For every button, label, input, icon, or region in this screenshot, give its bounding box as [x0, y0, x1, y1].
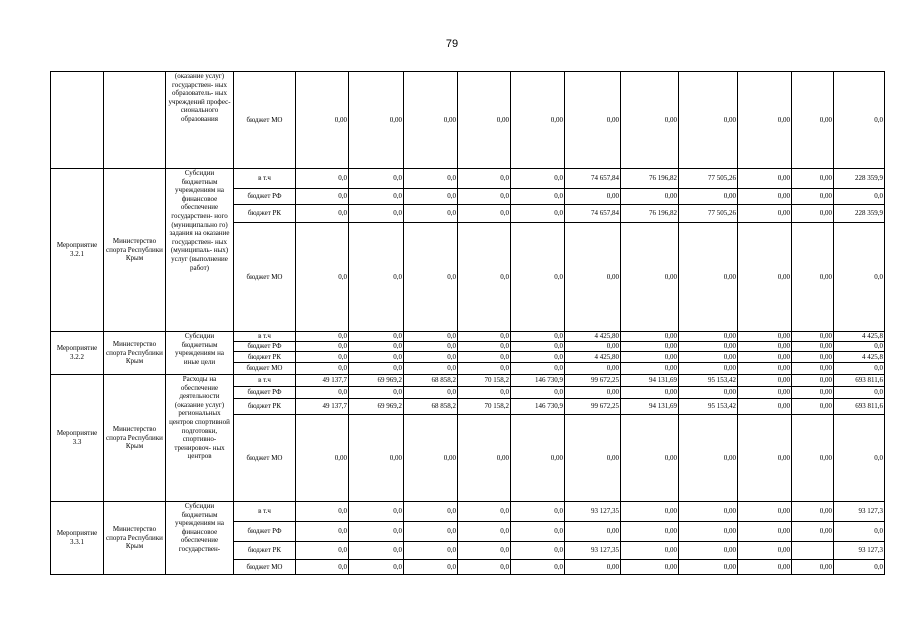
value-cell: 70 158,2: [458, 399, 511, 415]
table-row: [51, 72, 885, 169]
value-cell: [792, 542, 834, 560]
value-cell: 0,00: [792, 415, 834, 502]
value-cell: 0,00: [738, 72, 792, 169]
value-cell: 95 153,42: [679, 375, 738, 387]
value-cell: 77 505,26: [679, 169, 738, 189]
value-cell: 94 131,69: [621, 399, 679, 415]
value-cell: 0,00: [792, 332, 834, 342]
executor-cell: Министерство спорта Республики Крым: [104, 502, 166, 575]
value-cell: 0,0: [349, 223, 404, 332]
value-cell: 0,0: [349, 332, 404, 342]
value-cell: 0,00: [792, 205, 834, 223]
funding-source-cell: бюджет МО: [234, 415, 296, 502]
total-value-cell: 0,0: [834, 342, 885, 352]
total-value-cell: 93 127,3: [834, 542, 885, 560]
value-cell: 0,00: [679, 560, 738, 575]
value-cell: 0,00: [792, 342, 834, 352]
value-cell: 0,0: [349, 560, 404, 575]
value-cell: 0,00: [621, 72, 679, 169]
value-cell: 77 505,26: [679, 205, 738, 223]
value-cell: 0,00: [565, 223, 621, 332]
value-cell: 0,0: [296, 205, 349, 223]
funding-source-cell: бюджет МО: [234, 72, 296, 169]
total-value-cell: 228 359,9: [834, 205, 885, 223]
value-cell: 0,00: [349, 72, 404, 169]
description-cell: Субсидии бюджетным учреждениям на финансовое обеспечение государствен-: [166, 502, 234, 575]
funding-source-cell: бюджет РФ: [234, 342, 296, 352]
value-cell: 0,00: [738, 415, 792, 502]
total-value-cell: 0,0: [834, 363, 885, 375]
value-cell: 0,0: [296, 502, 349, 522]
executor-cell: Министерство спорта Республики Крым: [104, 332, 166, 375]
value-cell: 0,0: [511, 502, 565, 522]
event-cell: Мероприятие 3.2.1: [51, 169, 104, 332]
value-cell: 0,0: [296, 223, 349, 332]
value-cell: 0,0: [296, 352, 349, 363]
value-cell: 0,0: [458, 522, 511, 542]
value-cell: 0,00: [404, 72, 458, 169]
value-cell: 0,00: [792, 375, 834, 387]
value-cell: 93 127,35: [565, 502, 621, 522]
value-cell: 49 137,7: [296, 375, 349, 387]
value-cell: 0,00: [621, 387, 679, 399]
total-value-cell: 0,0: [834, 189, 885, 205]
value-cell: 0,0: [404, 387, 458, 399]
budget-table: [50, 71, 885, 575]
table-row: [51, 169, 885, 189]
value-cell: 0,00: [565, 72, 621, 169]
value-cell: 0,0: [511, 522, 565, 542]
event-cell: Мероприятие 3.3.1: [51, 502, 104, 575]
value-cell: 0,0: [349, 342, 404, 352]
total-value-cell: 693 811,6: [834, 375, 885, 387]
value-cell: 0,0: [296, 169, 349, 189]
description-cell: Субсидии бюджетным учреждениям на финансовое обеспечение государствен- ного (муниципально го) задания на оказание государствен- ных (муниципаль- ных) услуг (выполнение работ): [166, 169, 234, 332]
value-cell: 0,00: [679, 189, 738, 205]
funding-source-cell: в т.ч: [234, 169, 296, 189]
value-cell: 0,00: [621, 342, 679, 352]
value-cell: 0,00: [621, 542, 679, 560]
value-cell: 0,0: [349, 542, 404, 560]
funding-source-cell: бюджет РФ: [234, 522, 296, 542]
value-cell: 0,00: [792, 72, 834, 169]
value-cell: 0,0: [458, 363, 511, 375]
description-cell: Субсидии бюджетным учреждениям на иные цели: [166, 332, 234, 375]
table-row: [51, 332, 885, 342]
value-cell: 4 425,80: [565, 332, 621, 342]
total-value-cell: 0,0: [834, 522, 885, 542]
total-value-cell: 228 359,9: [834, 169, 885, 189]
value-cell: 69 969,2: [349, 399, 404, 415]
value-cell: 99 672,25: [565, 399, 621, 415]
value-cell: 0,00: [792, 189, 834, 205]
value-cell: 0,00: [511, 72, 565, 169]
value-cell: 0,0: [511, 352, 565, 363]
value-cell: 0,0: [349, 169, 404, 189]
funding-source-cell: бюджет РФ: [234, 387, 296, 399]
value-cell: 0,00: [792, 223, 834, 332]
value-cell: 0,0: [349, 205, 404, 223]
value-cell: 95 153,42: [679, 399, 738, 415]
value-cell: 0,00: [296, 72, 349, 169]
value-cell: 68 858,2: [404, 399, 458, 415]
total-value-cell: 0,0: [834, 72, 885, 169]
funding-source-cell: бюджет МО: [234, 223, 296, 332]
value-cell: 0,0: [404, 223, 458, 332]
value-cell: 0,00: [565, 560, 621, 575]
value-cell: 0,00: [738, 205, 792, 223]
value-cell: 68 858,2: [404, 375, 458, 387]
value-cell: 76 196,82: [621, 169, 679, 189]
funding-source-cell: в т.ч: [234, 375, 296, 387]
value-cell: 0,0: [349, 189, 404, 205]
funding-source-cell: бюджет РК: [234, 542, 296, 560]
table-body: [51, 72, 885, 575]
value-cell: 0,0: [404, 169, 458, 189]
value-cell: 0,00: [792, 387, 834, 399]
value-cell: 0,0: [511, 560, 565, 575]
value-cell: 0,00: [404, 415, 458, 502]
value-cell: 0,0: [511, 223, 565, 332]
value-cell: 0,00: [621, 522, 679, 542]
value-cell: 0,00: [621, 223, 679, 332]
value-cell: 0,0: [404, 342, 458, 352]
value-cell: 74 657,84: [565, 169, 621, 189]
value-cell: 0,0: [296, 189, 349, 205]
value-cell: 0,00: [738, 342, 792, 352]
value-cell: 0,0: [296, 560, 349, 575]
value-cell: 0,0: [404, 205, 458, 223]
table-row: [51, 375, 885, 387]
value-cell: 0,00: [792, 522, 834, 542]
value-cell: 0,00: [738, 375, 792, 387]
value-cell: 0,0: [296, 522, 349, 542]
value-cell: 0,0: [296, 342, 349, 352]
value-cell: 0,0: [511, 342, 565, 352]
funding-source-cell: бюджет МО: [234, 363, 296, 375]
value-cell: 0,0: [458, 387, 511, 399]
value-cell: 0,0: [458, 502, 511, 522]
value-cell: 0,00: [738, 352, 792, 363]
value-cell: 0,0: [349, 522, 404, 542]
value-cell: 93 127,35: [565, 542, 621, 560]
value-cell: 0,00: [738, 560, 792, 575]
event-cell: Мероприятие 3.3: [51, 375, 104, 502]
value-cell: 0,0: [404, 542, 458, 560]
value-cell: 0,00: [679, 332, 738, 342]
value-cell: 69 969,2: [349, 375, 404, 387]
value-cell: 0,00: [738, 363, 792, 375]
value-cell: 0,00: [565, 522, 621, 542]
total-value-cell: 4 425,8: [834, 352, 885, 363]
value-cell: 0,0: [404, 522, 458, 542]
value-cell: 0,00: [511, 415, 565, 502]
value-cell: 0,00: [621, 352, 679, 363]
value-cell: 76 196,82: [621, 205, 679, 223]
value-cell: 0,00: [738, 399, 792, 415]
funding-source-cell: бюджет МО: [234, 560, 296, 575]
value-cell: 0,00: [349, 415, 404, 502]
value-cell: 0,0: [458, 189, 511, 205]
executor-cell: [104, 72, 166, 169]
value-cell: 0,00: [679, 542, 738, 560]
value-cell: 0,00: [738, 223, 792, 332]
value-cell: 0,00: [621, 560, 679, 575]
value-cell: 0,0: [511, 169, 565, 189]
value-cell: 0,0: [511, 387, 565, 399]
value-cell: 0,00: [621, 189, 679, 205]
value-cell: 0,00: [679, 502, 738, 522]
value-cell: 94 131,69: [621, 375, 679, 387]
event-cell: Мероприятие 3.2.2: [51, 332, 104, 375]
value-cell: 0,0: [458, 223, 511, 332]
value-cell: 0,00: [565, 342, 621, 352]
value-cell: 0,0: [458, 205, 511, 223]
value-cell: 0,00: [679, 363, 738, 375]
value-cell: 0,00: [679, 72, 738, 169]
value-cell: 0,00: [792, 363, 834, 375]
funding-source-cell: в т.ч: [234, 332, 296, 342]
value-cell: 0,0: [349, 352, 404, 363]
value-cell: 0,0: [458, 342, 511, 352]
value-cell: 0,00: [679, 352, 738, 363]
value-cell: 0,00: [792, 169, 834, 189]
value-cell: 0,0: [511, 363, 565, 375]
value-cell: 0,00: [738, 522, 792, 542]
value-cell: 0,0: [296, 332, 349, 342]
funding-source-cell: бюджет РК: [234, 399, 296, 415]
value-cell: 0,00: [679, 223, 738, 332]
value-cell: 0,0: [404, 363, 458, 375]
value-cell: 0,00: [458, 72, 511, 169]
event-cell: [51, 72, 104, 169]
funding-source-cell: бюджет РФ: [234, 189, 296, 205]
value-cell: 0,00: [738, 542, 792, 560]
value-cell: 0,00: [792, 399, 834, 415]
value-cell: 0,0: [458, 332, 511, 342]
value-cell: 0,00: [565, 363, 621, 375]
value-cell: 0,00: [792, 502, 834, 522]
value-cell: 0,00: [621, 332, 679, 342]
page-number: 79: [445, 38, 459, 50]
value-cell: 0,00: [738, 502, 792, 522]
value-cell: 0,0: [511, 189, 565, 205]
table-row: [51, 502, 885, 522]
value-cell: 0,00: [458, 415, 511, 502]
value-cell: 0,00: [792, 352, 834, 363]
total-value-cell: 0,0: [834, 415, 885, 502]
description-cell: Расходы на обеспечение деятельности (оказание услуг) региональных центров спортивной подготовки, спортивно- тренировоч- ных центров: [166, 375, 234, 502]
value-cell: 0,0: [458, 560, 511, 575]
value-cell: 0,00: [679, 522, 738, 542]
value-cell: 0,0: [404, 332, 458, 342]
value-cell: 0,00: [738, 169, 792, 189]
funding-source-cell: в т.ч: [234, 502, 296, 522]
total-value-cell: 0,0: [834, 560, 885, 575]
value-cell: 0,0: [458, 169, 511, 189]
value-cell: 70 158,2: [458, 375, 511, 387]
value-cell: 0,00: [679, 342, 738, 352]
value-cell: 4 425,80: [565, 352, 621, 363]
value-cell: 74 657,84: [565, 205, 621, 223]
value-cell: 0,00: [738, 189, 792, 205]
description-cell: (оказание услуг) государствен- ных образователь- ных учреждений профес- сионального образования: [166, 72, 234, 169]
total-value-cell: 0,0: [834, 387, 885, 399]
value-cell: 0,0: [511, 332, 565, 342]
value-cell: 0,0: [458, 542, 511, 560]
executor-cell: Министерство спорта Республики Крым: [104, 169, 166, 332]
total-value-cell: 93 127,3: [834, 502, 885, 522]
value-cell: 99 672,25: [565, 375, 621, 387]
value-cell: 0,00: [565, 189, 621, 205]
value-cell: 0,00: [296, 415, 349, 502]
value-cell: 0,0: [404, 352, 458, 363]
value-cell: 146 730,9: [511, 399, 565, 415]
value-cell: 0,00: [621, 502, 679, 522]
value-cell: 0,0: [404, 189, 458, 205]
value-cell: 0,00: [565, 415, 621, 502]
value-cell: 0,00: [738, 387, 792, 399]
value-cell: 0,0: [458, 352, 511, 363]
value-cell: 0,0: [296, 542, 349, 560]
value-cell: 0,00: [679, 387, 738, 399]
funding-source-cell: бюджет РК: [234, 352, 296, 363]
value-cell: 0,00: [621, 415, 679, 502]
total-value-cell: 4 425,8: [834, 332, 885, 342]
value-cell: 0,0: [511, 205, 565, 223]
value-cell: 0,0: [296, 363, 349, 375]
total-value-cell: 693 811,6: [834, 399, 885, 415]
funding-source-cell: бюджет РК: [234, 205, 296, 223]
value-cell: 0,0: [349, 387, 404, 399]
value-cell: 0,0: [349, 363, 404, 375]
value-cell: 0,0: [404, 560, 458, 575]
value-cell: 0,0: [349, 502, 404, 522]
value-cell: 49 137,7: [296, 399, 349, 415]
value-cell: 0,0: [404, 502, 458, 522]
value-cell: 0,00: [679, 415, 738, 502]
value-cell: 0,00: [738, 332, 792, 342]
value-cell: 0,0: [511, 542, 565, 560]
value-cell: 0,00: [792, 560, 834, 575]
value-cell: 146 730,9: [511, 375, 565, 387]
executor-cell: Министерство спорта Республики Крым: [104, 375, 166, 502]
value-cell: 0,0: [296, 387, 349, 399]
total-value-cell: 0,0: [834, 223, 885, 332]
value-cell: 0,00: [621, 363, 679, 375]
value-cell: 0,00: [565, 387, 621, 399]
